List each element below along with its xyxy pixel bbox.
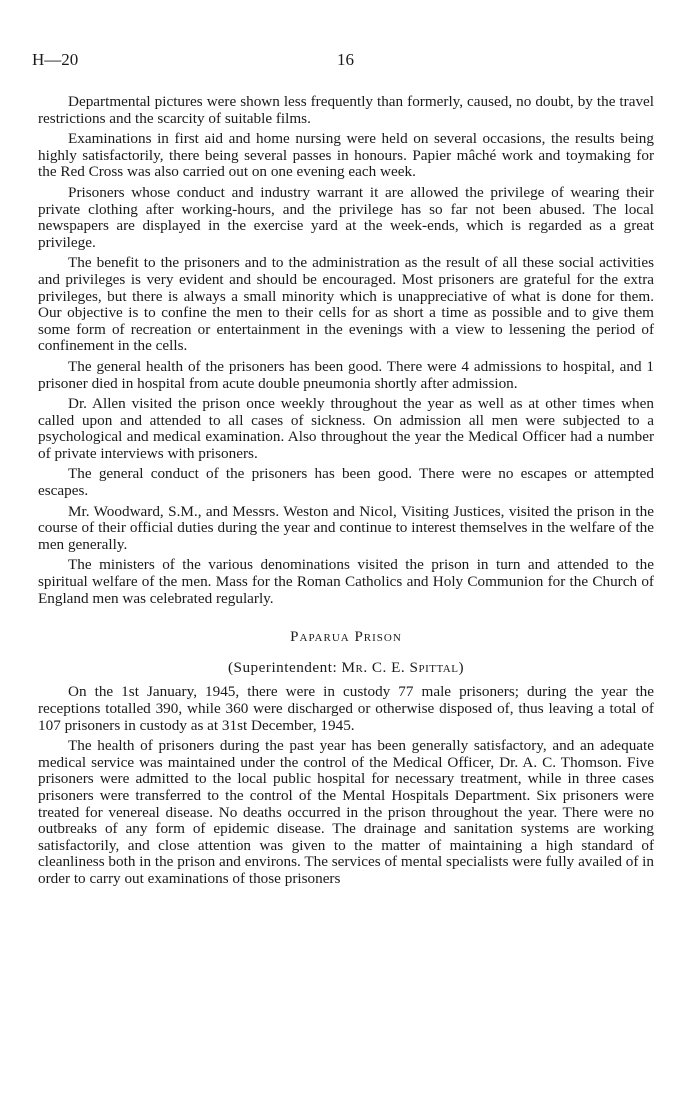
paragraph: The ministers of the various denominations visited the prison in turn and attended to the spiritual welfare of the men. Mass for the Roman Catholics and Holy Communion for the Church of England men was celebrated regularly.	[38, 556, 654, 607]
paragraph: The benefit to the prisoners and to the administration as the result of all these social activities and privileges is very evident and should be encouraged. Most prisoners are grateful for the extra privileges, but there is always a small minority which is unappreciative of what is done for them. Our objective is to confine the men to their cells for as short a time as possible and to give them some form of recreation or entertainment in the evenings with a view to lessening the period of confinement in the cells.	[38, 254, 654, 355]
section-subtitle	[38, 660, 654, 677]
section-title: Paparua Prison	[290, 629, 402, 646]
paragraph: The general health of the prisoners has been good. There were 4 admissions to hospital, and 1 prisoner died in hospital from acute double pneumonia shortly after admission.	[38, 357, 654, 392]
superintendent-suffix: )	[458, 658, 465, 676]
paragraph: Mr. Woodward, S.M., and Messrs. Weston and Nicol, Visiting Justices, visited the prison in the course of their official duties during the year and continue to interest themselves in the welfare of the men generally.	[38, 502, 654, 553]
paragraph: Departmental pictures were shown less frequently than formerly, caused, no doubt, by the travel restrictions and the scarcity of suitable films.	[38, 93, 654, 127]
paragraph: The general conduct of the prisoners has been good. There were no escapes or attempted escapes.	[38, 465, 654, 500]
paragraph: Examinations in first aid and home nursing were held on several occasions, the results being highly satisfactorily, there being several passes in honours. Papier mâché work and toymaking for the Red Cross was also carried out on one evening each week.	[38, 130, 654, 181]
page-header	[32, 50, 654, 70]
paragraph: Prisoners whose conduct and industry warrant it are allowed the privilege of wearing their private clothing after working-hours, and the privilege has so far not been abused. The local newspapers are displayed in the exercise yard at the week-ends, which is regarded as a great privilege.	[38, 183, 654, 251]
page-number: 16	[337, 50, 354, 69]
superintendent-name: Mr. C. E. Spittal	[341, 658, 459, 676]
document-reference: H—20	[32, 50, 79, 69]
paragraph: On the 1st January, 1945, there were in custody 77 male prisoners; during the year the receptions totalled 390, while 360 were discharged or otherwise disposed of, thus leaving a total of 107 prisoners in custody as at 31st December, 1945.	[38, 683, 654, 734]
page-body	[38, 94, 654, 892]
paragraph: Dr. Allen visited the prison once weekly throughout the year as well as at other times when called upon and attended to all cases of sickness. On admission all men were subjected to a psychological and medical examination. Also throughout the year the Medical Officer had a number of private interviews with prisoners.	[38, 395, 654, 462]
superintendent-prefix: (Superintendent:	[227, 658, 338, 676]
paragraph: The health of prisoners during the past year has been generally satisfactory, and an adequate medical service was maintained under the control of the Medical Officer, Dr. A. C. Thomson. Five prisoners were admitted to the local public hospital for necessary treatment, while in three cases prisoners were transferred to the control of the Mental Hospitals Department. Six prisoners were treated for venereal disease. No deaths occurred in the prison throughout the year. There were no outbreaks of any form of epidemic disease. The drainage and sanitation systems are working satisfactorily, and close attention was given to the matter of maintaining a high standard of cleanliness both in the prison and environs. The services of mental specialists were fully availed of in order to carry out examinations of those prisoners	[38, 737, 654, 887]
